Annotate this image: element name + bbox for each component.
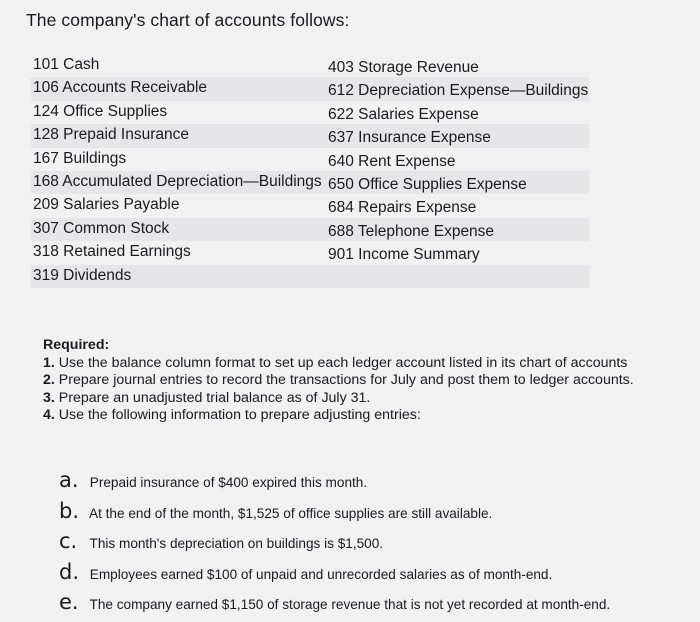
required-item-number: 1. xyxy=(43,354,55,371)
adjustment-text: Prepaid insurance of $400 expired this month. xyxy=(89,475,368,490)
adjustment-item xyxy=(59,590,610,621)
adjustment-item xyxy=(59,499,610,530)
required-item-text: Prepare an unadjusted trial balance as of July 31. xyxy=(58,389,371,406)
account-row xyxy=(31,194,589,217)
account-left: 168 Accumulated Depreciation—Buildings xyxy=(33,172,322,190)
account-right: 640 Rent Expense xyxy=(328,152,456,170)
account-row xyxy=(31,124,589,147)
required-section xyxy=(43,337,634,425)
required-item xyxy=(43,407,634,425)
required-item xyxy=(43,390,634,408)
required-item-text: Use the balance column format to set up each ledger account listed in its chart of accounts xyxy=(58,354,628,371)
adjustment-letter: a. xyxy=(59,468,79,492)
account-left: 124 Office Supplies xyxy=(33,102,168,120)
required-item-text: Use the following information to prepare adjusting entries: xyxy=(58,407,421,423)
adjustment-item xyxy=(59,560,610,591)
account-row xyxy=(31,218,589,241)
adjustment-letter: c. xyxy=(59,529,78,553)
adjustment-text: This month's depreciation on buildings is $1,500. xyxy=(89,536,384,551)
account-left: 128 Prepaid Insurance xyxy=(33,126,189,144)
account-left: 209 Salaries Payable xyxy=(33,196,180,214)
account-right: 403 Storage Revenue xyxy=(328,59,479,76)
account-row xyxy=(31,54,589,77)
adjustment-letter: b. xyxy=(59,498,80,523)
account-left: 167 Buildings xyxy=(33,149,127,167)
account-row xyxy=(31,171,589,194)
adjustment-text: At the end of the month, $1,525 of office supplies are still available. xyxy=(89,505,493,521)
intro-text: The company's chart of accounts follows: xyxy=(26,10,350,30)
account-right: 622 Salaries Expense xyxy=(328,105,479,123)
account-right: 650 Office Supplies Expense xyxy=(328,175,527,193)
account-right: 901 Income Summary xyxy=(328,246,480,264)
account-row xyxy=(31,148,589,171)
required-item-number: 2. xyxy=(43,372,55,388)
account-row xyxy=(31,265,589,288)
adjustment-letter: e. xyxy=(59,590,79,614)
adjustment-letter: d. xyxy=(59,559,80,584)
adjustment-item xyxy=(59,468,610,499)
account-left: 106 Accounts Receivable xyxy=(33,79,208,97)
account-right: 612 Depreciation Expense—Buildings xyxy=(328,82,589,100)
adjustment-item xyxy=(59,529,610,560)
required-item-number: 3. xyxy=(43,389,55,406)
adjustment-text: Employees earned $100 of unpaid and unrecorded salaries as of month-end. xyxy=(89,566,553,582)
required-item xyxy=(43,372,634,390)
required-title: Required: xyxy=(43,337,110,353)
account-right: 684 Repairs Expense xyxy=(328,199,477,217)
account-row xyxy=(31,101,589,124)
chart-of-accounts-table xyxy=(31,54,589,288)
account-left: 318 Retained Earnings xyxy=(33,243,191,261)
account-left: 319 Dividends xyxy=(33,266,132,284)
account-right: 688 Telephone Expense xyxy=(328,222,495,240)
adjustment-text: The company earned $1,150 of storage revenue that is not yet recorded at month-end. xyxy=(89,597,611,612)
account-right: 637 Insurance Expense xyxy=(328,129,491,147)
account-left: 307 Common Stock xyxy=(33,219,170,237)
required-item xyxy=(43,355,634,373)
required-item-number: 4. xyxy=(43,407,55,423)
adjustments-list xyxy=(59,468,610,621)
account-left: 101 Cash xyxy=(33,56,100,73)
account-row xyxy=(31,77,589,100)
required-item-text: Prepare journal entries to record the transactions for July and post them to ledger accounts. xyxy=(58,372,634,388)
account-row xyxy=(31,241,589,264)
